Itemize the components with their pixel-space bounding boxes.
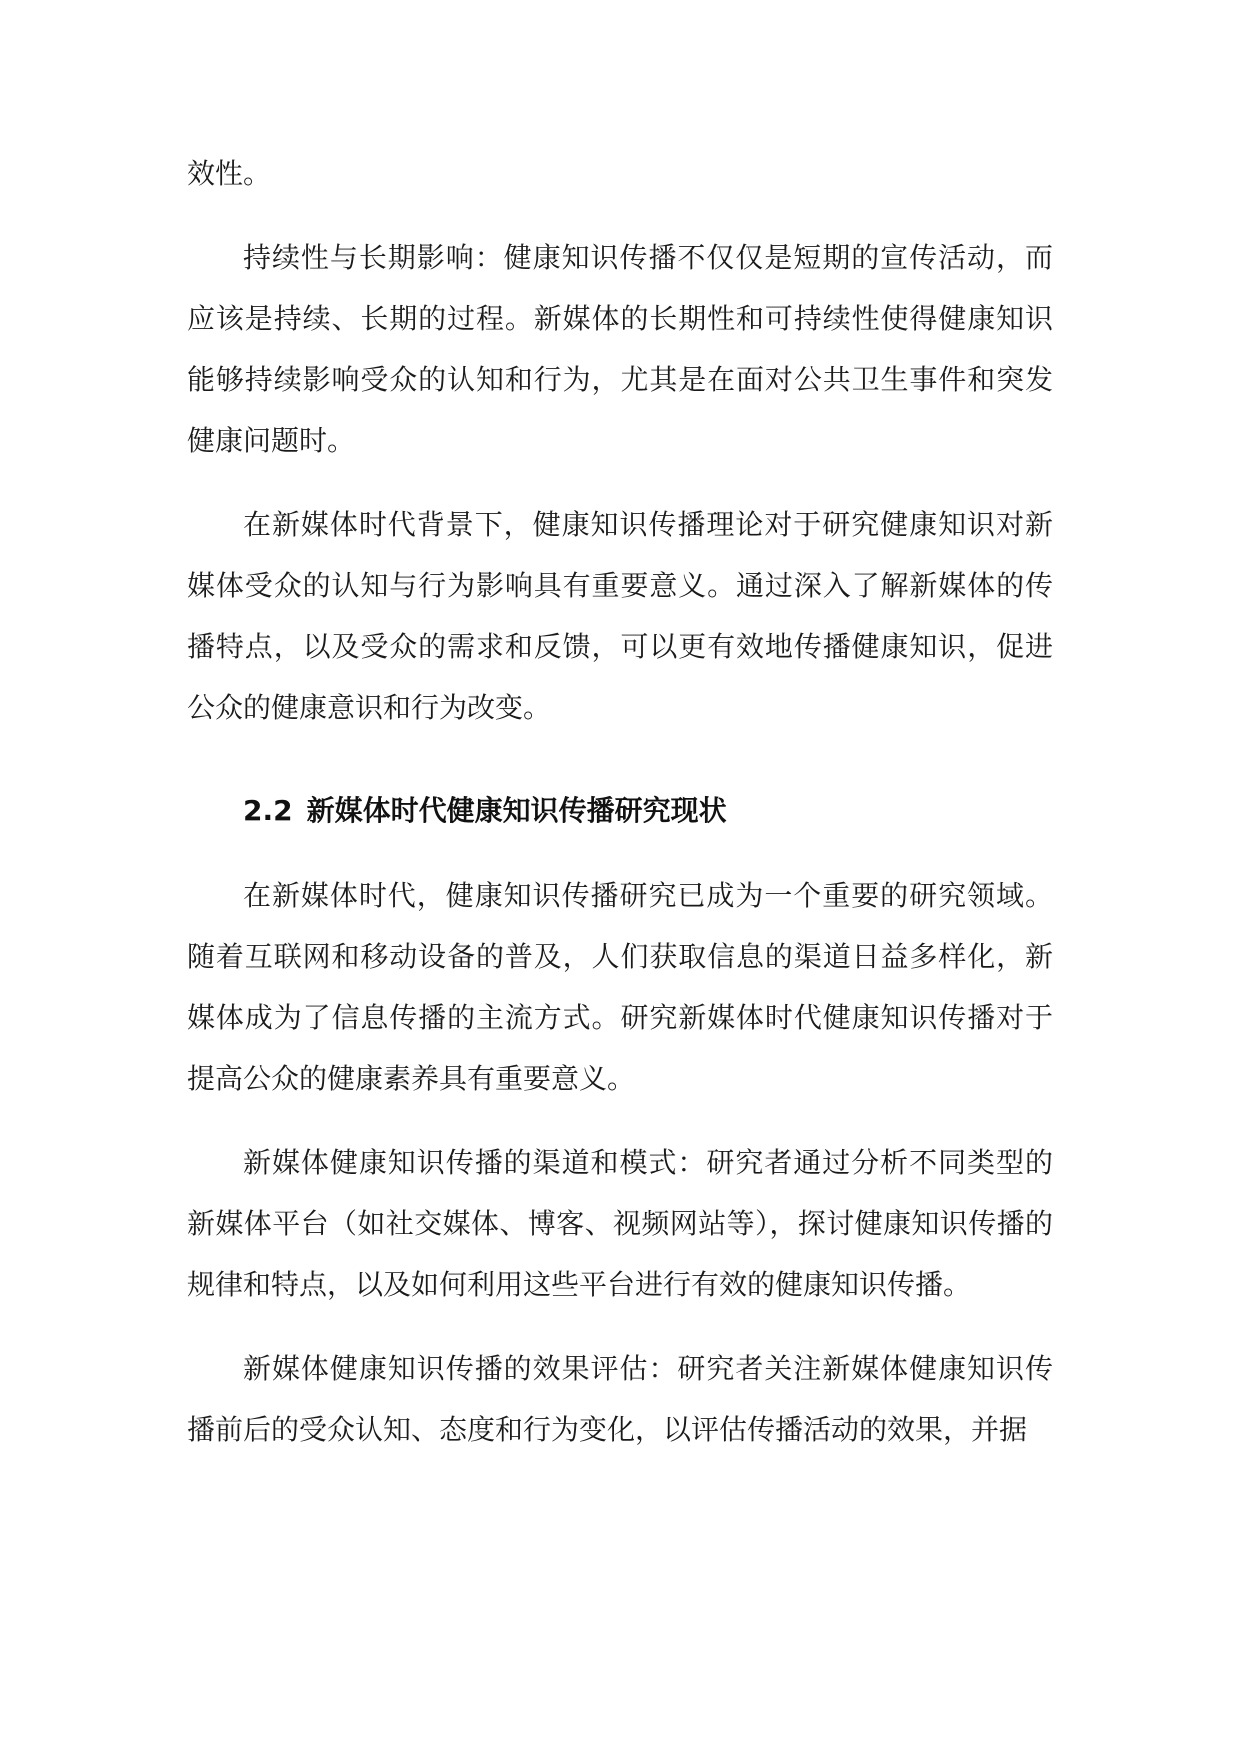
paragraph-theory-significance: 在新媒体时代背景下，健康知识传播理论对于研究健康知识对新媒体受众的认知与行为影响具有重要意义。通过深入了解新媒体的传播特点，以及受众的需求和反馈，可以更有效地传播健康知识，促进公众的健康意识和行为改变。	[187, 508, 1053, 724]
section-heading	[187, 780, 1053, 841]
section-number: 2.2	[243, 794, 293, 827]
section-title: 新媒体时代健康知识传播研究现状	[306, 794, 727, 827]
paragraph-channels-modes: 新媒体健康知识传播的渠道和模式：研究者通过分析不同类型的新媒体平台（如社交媒体、博客、视频网站等），探讨健康知识传播的规律和特点，以及如何利用这些平台进行有效的健康知识传播。	[187, 1146, 1053, 1301]
paragraph-sustainability: 持续性与长期影响：健康知识传播不仅仅是短期的宣传活动，而应该是持续、长期的过程。新媒体的长期性和可持续性使得健康知识能够持续影响受众的认知和行为，尤其是在面对公共卫生事件和突发健康问题时。	[187, 241, 1053, 457]
body-text	[187, 143, 1053, 1483]
paragraph-research-field: 在新媒体时代，健康知识传播研究已成为一个重要的研究领域。随着互联网和移动设备的普及，人们获取信息的渠道日益多样化，新媒体成为了信息传播的主流方式。研究新媒体时代健康知识传播对于提高公众的健康素养具有重要意义。	[187, 879, 1053, 1095]
paragraph-continued: 效性。	[187, 157, 272, 190]
paragraph-effect-evaluation: 新媒体健康知识传播的效果评估：研究者关注新媒体健康知识传播前后的受众认知、态度和行为变化，以评估传播活动的效果，并据	[187, 1352, 1053, 1446]
